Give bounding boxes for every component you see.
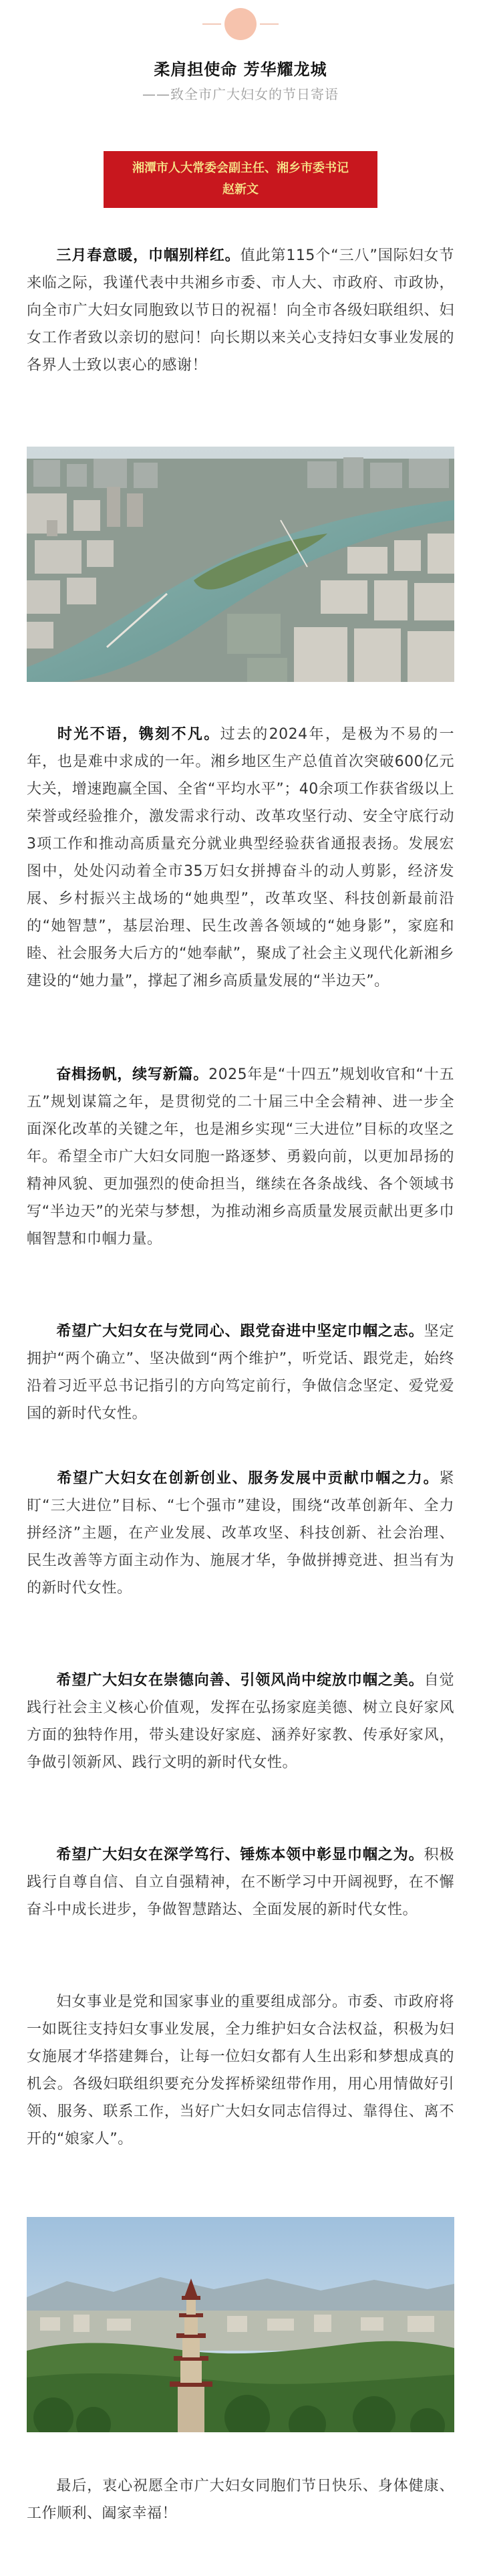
paragraph-support [27,1988,454,2153]
paragraph-text: 自觉践行社会主义核心价值观，发挥在弘扬家庭美德、树立良好家风方面的独特作用，带头建设好家庭、涵养好家教、传承好家风，争做引领新风、践行文明的新时代女性。 [27,1672,454,1771]
paragraph-text: 坚定拥护“两个确立”、坚决做到“两个维护”，听党话、跟党走，始终沿着习近平总书记指引的方向笃定前行，争做信念坚定、爱党爱国的新时代女性。 [27,1323,454,1422]
paragraph-text: 妇女事业是党和国家事业的重要组成部分。市委、市政府将一如既往支持妇女事业发展，全力维护妇女合法权益，积极为妇女施展才华搭建舞台，让每一位妇女都有人生出彩和梦想成真的机会。各级妇联组织要充分发挥桥梁纽带作用，用心用情做好引领、服务、联系工作，当好广大妇女同志信得过、靠得住、离不开的“娘家人”。 [27,1994,454,2147]
paragraph-text: 2025年是“十四五”规划收官和“十五五”规划谋篇之年，是贯彻党的二十届三中全会精神、进一步全面深化改革的关键之年，也是湘乡实现“三大进位”目标的攻坚之年。希望全市广大妇女同胞一路逐梦、勇毅向前，以更加昂扬的精神风貌、更加强烈的使命担当，继续在各条战线、各个领域书写“半边天”的光荣与梦想，为推动湘乡高质量发展贡献出更多巾帼智慧和巾帼力量。 [27,1066,454,1248]
paragraph-text: 值此第115个“三八”国际妇女节来临之际，我谨代表中共湘乡市委、市人大、市政府、市政协，向全市广大妇女同胞致以节日的祝福！向全市各级妇联组织、妇女工作者致以亲切的慰问！向长期以来关心支持妇女事业发展的各界人士致以衷心的感谢！ [27,247,454,374]
paragraph-lead: 希望广大妇女在与党同心、跟党奋进中坚定巾帼之志。 [56,1323,424,1340]
paragraph-hope-2 [27,1465,454,1602]
decorative-line-left [202,23,221,25]
decorative-line-right [260,23,279,25]
author-name: 赵新文 [222,183,259,197]
paragraph-text: 过去的2024年，是极为不易的一年，也是难中求成的一年。湘乡地区生产总值首次突破600亿元大关，增速跑赢全国、全省“平均水平”；40余项工作获省级以上荣誉或经验推介，激发需求行动、改革攻坚行动、安全守底行动3项工作和推动高质量充分就业典型经验获省通报表扬。发展宏图中，处处闪动着全市35万妇女拼搏奋斗的动人剪影，经济发展、乡村振兴主战场的“她典型”，改革攻坚、科技创新最前沿的“她智慧”，基层治理、民生改善各领域的“她身影”，家庭和睦、社会服务大后方的“她奉献”，聚成了社会主义现代化新湘乡建设的“她力量”，撑起了湘乡高质量发展的“半边天”。 [27,726,454,989]
aerial-city-river-photo [27,447,454,682]
article-subtitle: ——致全市广大妇女的节日寄语 [142,86,339,102]
paragraph-hope-4 [27,1841,454,1923]
paragraph-lead: 奋楫扬帆，续写新篇。 [56,1066,209,1083]
author-position: 湘潭市人大常委会副主任、湘乡市委书记 [132,161,349,175]
paragraph-closing [27,2472,454,2527]
paragraph-review [27,721,454,995]
decorative-circle-icon [224,8,257,40]
author-banner [104,151,377,208]
paragraph-text: 积极践行自尊自信、自立自强精神，在不断学习中开阔视野，在不懈奋斗中成长进步，争做智慧踏达、全面发展的新时代女性。 [27,1847,454,1918]
paragraph-lead: 三月春意暖，巾帼别样红。 [56,247,240,264]
paragraph-lead: 希望广大妇女在崇德向善、引领风尚中绽放巾帼之美。 [56,1672,424,1689]
paragraph-lead: 希望广大妇女在创新创业、服务发展中贡献巾帼之力。 [56,1470,440,1487]
article-title: 柔肩担使命 芳华耀龙城 [154,60,327,79]
paragraph-text: 紧盯“三大进位”目标、“七个强市”建设，围绕“改革创新年、全力拼经济”主题，在产业发展、改革攻坚、科技创新、社会治理、民生改善等方面主动作为、施展才华，争做拼搏竞进、担当有为的新时代女性。 [27,1470,454,1597]
paragraph-hope-3 [27,1667,454,1776]
paragraph-outlook [27,1061,454,1253]
paragraph-hope-1 [27,1318,454,1427]
paragraph-intro [27,242,454,379]
pagoda-landscape-photo [27,2217,454,2432]
paragraph-lead: 时光不语，镌刻不凡。 [56,726,220,743]
paragraph-text: 最后，衷心祝愿全市广大妇女同胞们节日快乐、身体健康、工作顺利、阖家幸福！ [27,2478,454,2522]
paragraph-lead: 希望广大妇女在深学笃行、锤炼本领中彰显巾帼之为。 [56,1847,424,1863]
